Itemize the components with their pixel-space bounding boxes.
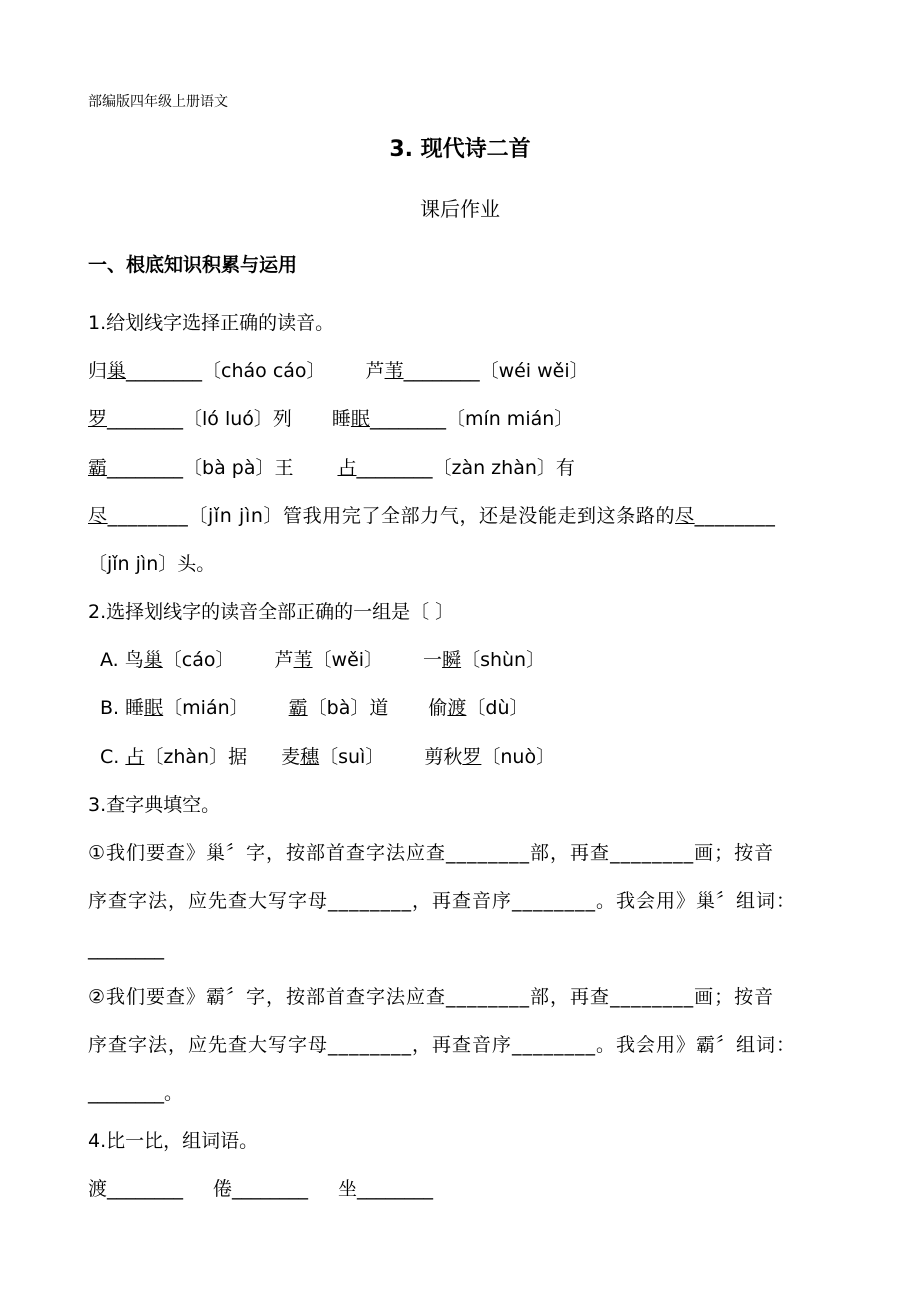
page-title: 3. 现代诗二首 [389,137,531,162]
underlined-char: 巢 [143,649,163,671]
answer-blank[interactable]: ________ [446,842,531,864]
underlined-char: 眠 [144,697,164,719]
document-header: 部编版四年级上册语文 [88,94,228,110]
answer-blank[interactable]: ________ [357,1178,434,1200]
q3-prompt: 3.查字典填空。 [88,794,221,816]
answer-blank[interactable]: ________ [512,890,597,912]
underlined-char: 尽 [88,505,108,527]
underlined-char: 罗 [88,408,108,430]
q2-prompt: 2.选择划线字的读音全部正确的一组是〔 〕 [88,601,455,623]
underlined-char: 巢 [107,360,127,382]
answer-blank[interactable]: ________ [107,1178,184,1200]
underlined-char: 穗 [300,746,320,768]
underlined-char: 霸 [288,697,308,719]
q3-item-2-line-2: 序查字法，应先查大写字母________，再查音序________。我会用》霸〞组词： [88,1034,797,1056]
q1-prompt: 1.给划线字选择正确的读音。 [88,312,335,334]
underlined-char: 占 [337,457,357,479]
q3-item-1-line-2: 序查字法，应先查大写字母________，再查音序________。我会用》巢〞组词： [88,890,797,912]
underlined-char: 渡 [447,697,467,719]
answer-blank[interactable]: ________ [107,408,184,430]
underlined-char: 瞬 [442,649,462,671]
q1-line-2: 罗________〔ló luó〕列 睡眠________〔mín mián〕 [88,408,574,430]
answer-blank[interactable]: ________ [88,1082,164,1104]
q3-item-1-line-1: ①我们要查》巢〞字，按部首查字法应查________部，再查________画；按音 [88,842,775,864]
q3-item-2-line-1: ②我们要查》霸〞字，按部首查字法应查________部，再查________画；按音 [88,986,775,1008]
answer-blank[interactable]: ________ [107,457,184,479]
q2-option-b[interactable]: B. 睡眠〔mián〕 霸〔bà〕道 偷渡〔dù〕 [100,697,529,719]
answer-blank[interactable]: ________ [369,408,446,430]
q3-item-2-line-3: ________。 [88,1082,184,1104]
answer-blank[interactable]: ________ [328,890,413,912]
answer-blank[interactable]: ________ [403,360,480,382]
q2-option-a[interactable]: A. 鸟巢〔cáo〕 芦苇〔wěi〕 一瞬〔shùn〕 [100,649,546,671]
underlined-char: 苇 [293,649,313,671]
underlined-char: 眠 [350,408,370,430]
underlined-char: 苇 [384,360,404,382]
underlined-char: 霸 [88,457,108,479]
answer-blank[interactable]: ________ [446,986,531,1008]
underlined-char: 罗 [462,746,482,768]
q4-prompt: 4.比一比，组词语。 [88,1130,259,1152]
q4-line: 渡________ 倦________ 坐________ [88,1178,434,1200]
page-subtitle: 课后作业 [420,197,500,221]
answer-blank[interactable]: ________ [610,842,695,864]
answer-blank[interactable]: ________ [512,1034,597,1056]
section-heading: 一、根底知识积累与运用 [88,254,298,276]
answer-blank[interactable]: ________ [126,360,203,382]
answer-blank[interactable]: ________ [107,505,189,527]
answer-blank[interactable]: ________ [610,986,695,1008]
underlined-char: 尽 [675,505,695,527]
q1-line-4: 尽________〔jǐn jìn〕管我用完了全部力气，还是没能走到这条路的尽________ [88,505,776,527]
q2-option-c[interactable]: C. 占〔zhàn〕据 麦穗〔suì〕 剪秋罗〔nuò〕 [100,746,556,768]
answer-blank[interactable]: ________ [232,1178,309,1200]
answer-blank[interactable]: ________ [88,938,164,960]
underlined-char: 占 [125,746,145,768]
q1-line-5: 〔jǐn jìn〕头。 [88,553,216,575]
answer-blank[interactable]: ________ [356,457,433,479]
answer-blank[interactable]: ________ [694,505,776,527]
answer-blank[interactable]: ________ [328,1034,413,1056]
q1-line-3: 霸________〔bà pà〕王 占________〔zàn zhàn〕有 [88,457,575,479]
q1-line-1: 归巢________〔cháo cáo〕 芦苇________〔wéi wěi〕 [88,360,589,382]
